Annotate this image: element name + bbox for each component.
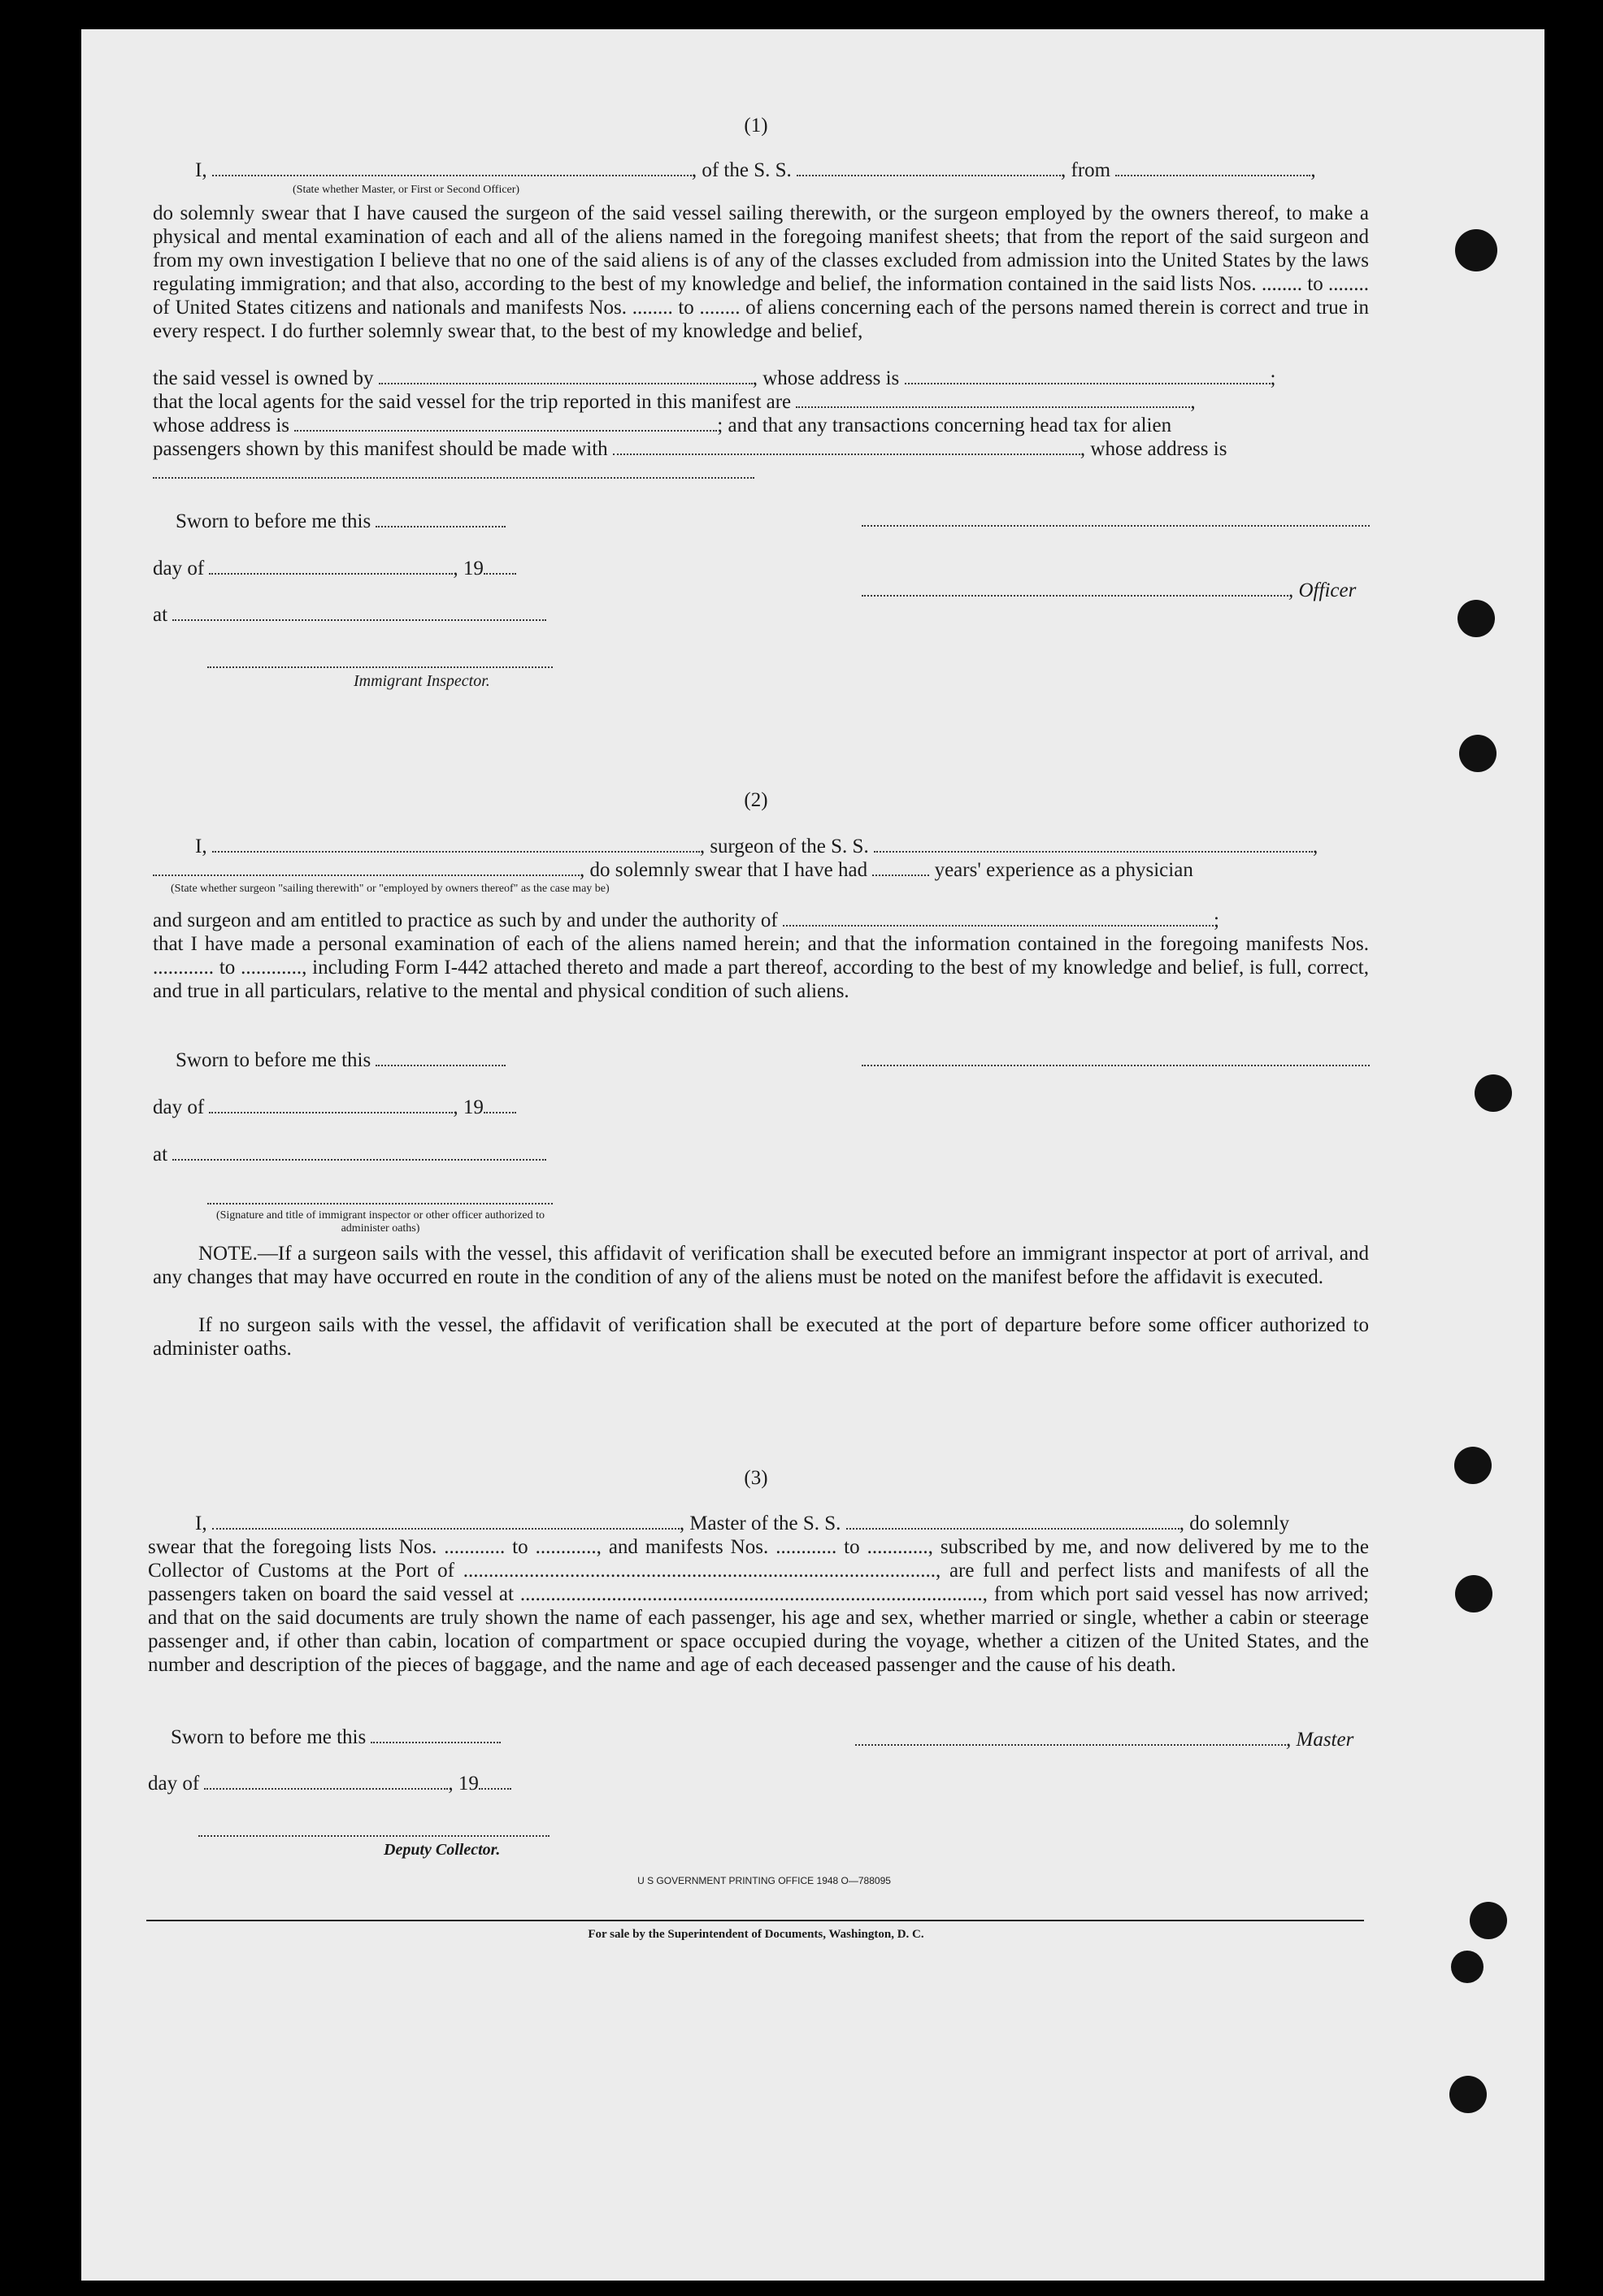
punch-hole: [1451, 1951, 1484, 1983]
section-1-immigrant-inspector: Immigrant Inspector.: [354, 672, 490, 690]
section-2-signature-caption: (Signature and title of immigrant inspector or other officer authorized to administer oaths): [215, 1209, 545, 1235]
section-2-experience-line: , do solemnly swear that I have had years' experience as a physician: [153, 858, 1193, 882]
printing-office-imprint: U S GOVERNMENT PRINTING OFFICE 1948 O—788095: [637, 1875, 891, 1886]
punch-hole: [1454, 1447, 1492, 1484]
section-1-head-tax-line: whose address is ; and that any transactions concerning head tax for alien: [153, 414, 1172, 436]
section-2-oath-body: that I have made a personal examination of each of the aliens named herein; and that the information contained in the foregoing manifests Nos. ............ to ............, including Form I-442 attached thereto and made a part thereof, according to the best of my knowledge and belief, is full, correct, and true in all particulars, relative to the mental and physical condition of such aliens.: [153, 933, 1369, 1002]
section-1-number: (1): [744, 115, 768, 137]
section-2-surgeon-caption: (State whether surgeon "sailing therewith" or "employed by owners thereof" as the case may be): [171, 883, 610, 895]
section-1-inspector-signature: [207, 666, 553, 668]
punch-hole: [1470, 1902, 1507, 1939]
section-2-first-line: I, , surgeon of the S. S. ,: [195, 836, 1318, 857]
section-2-note-2: If no surgeon sails with the vessel, the affidavit of verification shall be executed at the port of departure before some officer authorized to administer oaths.: [153, 1314, 1369, 1360]
section-1-day-line: day of , 19: [153, 557, 516, 580]
section-1-address-blank: [153, 477, 754, 479]
section-3-master-line: , Master: [855, 1728, 1353, 1751]
punch-hole: [1459, 735, 1497, 772]
section-2-at-line: at: [153, 1143, 546, 1166]
section-1-local-agents-line: that the local agents for the said vessel for the trip reported in this manifest are ,: [153, 391, 1196, 413]
section-2-note: NOTE.—If a surgeon sails with the vessel, this affidavit of verification shall be executed before an immigrant inspector at port of arrival, and any changes that may have occurred en route in the condition of any of the aliens must be noted on the manifest before the affidavit is executed.: [153, 1243, 1369, 1288]
section-3-collector-signature: [198, 1835, 550, 1837]
section-1-oath-body: do solemnly swear that I have caused the surgeon of the said vessel sailing therewith, or the surgeon employed by the owners thereof, to make a physical and mental examination of each and all of the aliens named in the foregoing manifest sheets; that from the report of the said surgeon and from my own investigation I believe that no one of the said aliens is of any of the classes excluded from admission into the United States by the laws regulating immigration; and that also, according to the best of my knowledge and belief, the information contained in the said lists Nos. ........ to ........ of United States citizens and nationals and manifests Nos. ........ to ........ of aliens concerning each of the persons named therein is correct and true in every respect. I do further solemnly swear that, to the best of my knowledge and belief,: [153, 202, 1369, 342]
section-3-oath-body: swear that the foregoing lists Nos. ............ to ............, and manifests Nos. ............ to ............, subscribed by me, and now delivered by me to the Collector of Customs at the Port of ............................................................................................., are full and perfect lists and manifests of all the passengers taken on board the said vessel at ..........................................................................................., from which port said vessel has now arrived; and that on the said documents are truly shown the name of each passenger, his age and sex, whether married or single, whether a cabin or steerage passenger and, if other than cabin, location of compartment or space occupied during the voyage, whether a citizen of the United States, and the number and description of the pieces of baggage, and the name and age of each deceased passenger and the cause of his death.: [148, 1536, 1369, 1676]
section-2-inspector-signature: [207, 1203, 553, 1204]
punch-hole: [1457, 600, 1495, 637]
section-2-day-line: day of , 19: [153, 1096, 516, 1119]
section-3-deputy-collector: Deputy Collector.: [384, 1841, 501, 1859]
section-2-authority-line: and surgeon and am entitled to practice as such by and under the authority of ;: [153, 909, 1219, 931]
footer-rule: [146, 1920, 1364, 1921]
section-1-officer-line: , Officer: [862, 579, 1356, 602]
section-2-signature-line: [862, 1065, 1370, 1066]
section-1-at-line: at: [153, 603, 546, 627]
punch-hole: [1475, 1074, 1512, 1112]
section-2-number: (2): [744, 789, 768, 811]
section-1-passengers-line: passengers shown by this manifest should be made with , whose address is: [153, 438, 1227, 460]
section-3-day-line: day of , 19: [148, 1772, 511, 1795]
punch-hole: [1449, 2076, 1487, 2113]
section-2-sworn-line: Sworn to before me this: [176, 1048, 506, 1072]
section-1-first-line: I, , of the S. S. , from ,: [195, 159, 1316, 181]
punch-hole: [1455, 1575, 1492, 1612]
for-sale-notice: For sale by the Superintendent of Documents, Washington, D. C.: [588, 1928, 924, 1941]
section-1-sworn-line: Sworn to before me this: [176, 510, 506, 533]
section-1-officer-caption: (State whether Master, or First or Second Officer): [293, 184, 520, 196]
section-3-first-line: I, , Master of the S. S. , do solemnly: [195, 1513, 1290, 1534]
section-3-number: (3): [744, 1467, 768, 1489]
section-3-sworn-line: Sworn to before me this: [171, 1725, 501, 1749]
section-1-owned-by-line: the said vessel is owned by , whose address is ;: [153, 367, 1276, 389]
section-1-signature-line: [862, 525, 1370, 527]
punch-hole: [1455, 229, 1497, 271]
